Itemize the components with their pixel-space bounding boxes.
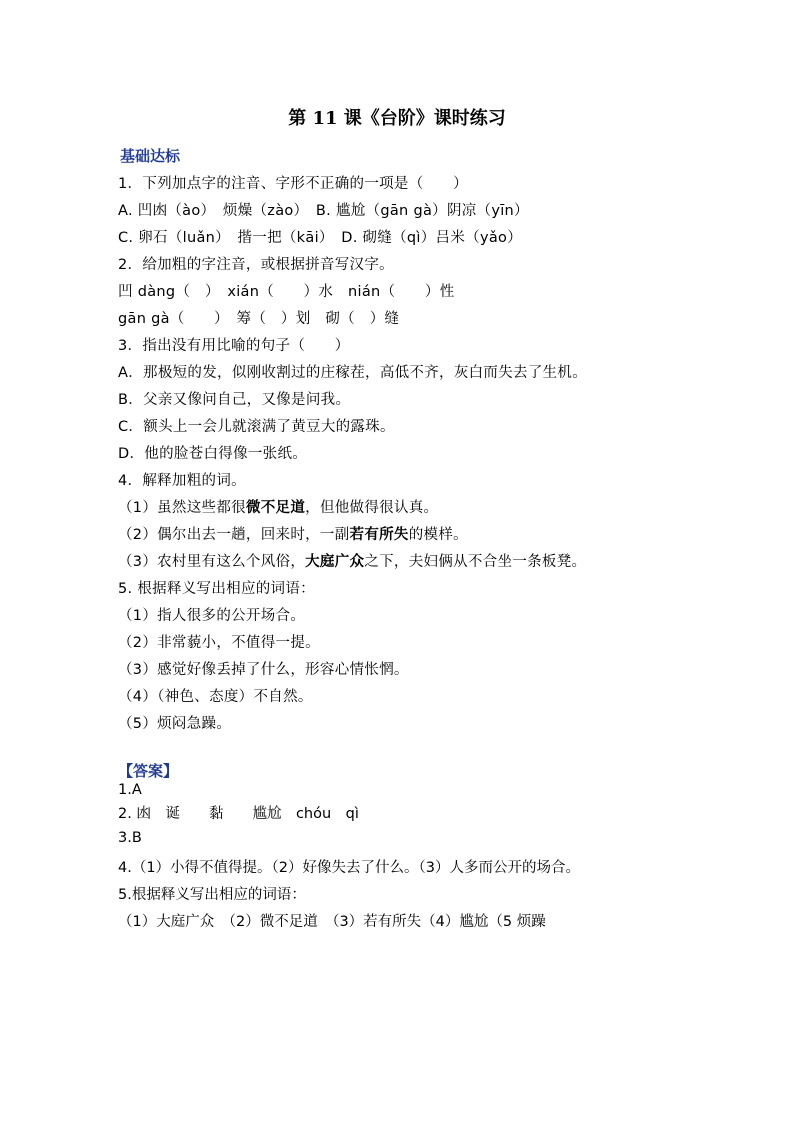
answer-3: 3.B	[118, 830, 142, 846]
q4-stem: 4．解释加粗的词。	[118, 473, 246, 489]
q4-item-2	[118, 523, 468, 544]
q3-stem: 3．指出没有用比喻的句子（ ）	[118, 338, 350, 354]
q3-option-d: D．他的脸苍白得像一张纸。	[118, 446, 308, 462]
q4-item-3-bold-word: 大庭广众	[305, 554, 365, 570]
q4-item-1-text: （1）虽然这些都很	[118, 500, 246, 516]
answer-4: 4.（1）小得不值得提。（2）好像失去了什么。（3）人多而公开的场合。	[118, 860, 581, 876]
q3-option-b: B．父亲又像问自己，又像是问我。	[118, 392, 351, 408]
answers-heading: 【答案】	[118, 762, 179, 780]
q3-option-a: A．那极短的发，似刚收割过的庄稼茬，高低不齐，灰白而失去了生机。	[118, 365, 588, 381]
q3-option-c: C．额头上一会儿就滚满了黄豆大的露珠。	[118, 419, 395, 435]
q4-item-2-text: （2）偶尔出去一趟，回来时，一副	[118, 527, 350, 543]
section-heading: 基础达标	[120, 147, 181, 165]
q4-item-3	[118, 550, 586, 571]
answer-5-stem: 5.根据释义写出相应的词语：	[118, 887, 306, 903]
q4-item-2-bold-word: 若有所失	[349, 527, 409, 543]
q2-row-1: 凹 dàng（ ） xián（ ）水 nián（ ）性	[118, 284, 455, 300]
q5-item-3: （3）感觉好像丢掉了什么，形容心情怅惘。	[118, 662, 409, 678]
q4-item-2-rest: 的模样。	[408, 527, 468, 543]
q1-option-ab: A. 凹凼（ào） 烦燥（zào） B. 尴尬（gān gà）阴凉（yīn）	[118, 203, 529, 219]
answer-1: 1.A	[118, 782, 142, 798]
q2-stem: 2．给加粗的字注音，或根据拼音写汉字。	[118, 257, 394, 273]
q4-item-1-rest: ，但他做得很认真。	[305, 500, 439, 516]
answer-5-items: （1）大庭广众 （2）微不足道 （3）若有所失（4）尴尬（5 烦躁	[118, 914, 546, 930]
q5-stem: 5. 根据释义写出相应的词语：	[118, 581, 315, 597]
answer-2: 2. 凼 诞 黏 尴尬 chóu qì	[118, 806, 359, 822]
q4-item-3-rest: 之下，夫妇俩从不合坐一条板凳。	[364, 554, 587, 570]
q5-item-2: （2）非常藐小，不值得一提。	[118, 635, 320, 651]
q5-item-4: （4）（神色、态度）不自然。	[118, 689, 313, 705]
q4-item-1-bold-word: 微不足道	[245, 500, 306, 516]
q5-item-5: （5）烦闷急躁。	[118, 716, 232, 732]
q1-stem: 1．下列加点字的注音、字形不正确的一项是（ ）	[118, 176, 468, 192]
q4-item-3-text: （3）农村里有这么个风俗，	[118, 554, 306, 570]
q1-option-cd: C. 卵石（luǎn） 揩一把（kāi） D. 砌缝（qì）吕米（yǎo）	[118, 230, 522, 246]
page-title: 第 11 课《台阶》课时练习	[288, 108, 506, 129]
q5-item-1: （1）指人很多的公开场合。	[118, 608, 306, 624]
q2-row-2: gān gà（ ） 筹（ ）划 砌（ ）缝	[118, 311, 400, 327]
q4-item-1	[118, 496, 438, 517]
